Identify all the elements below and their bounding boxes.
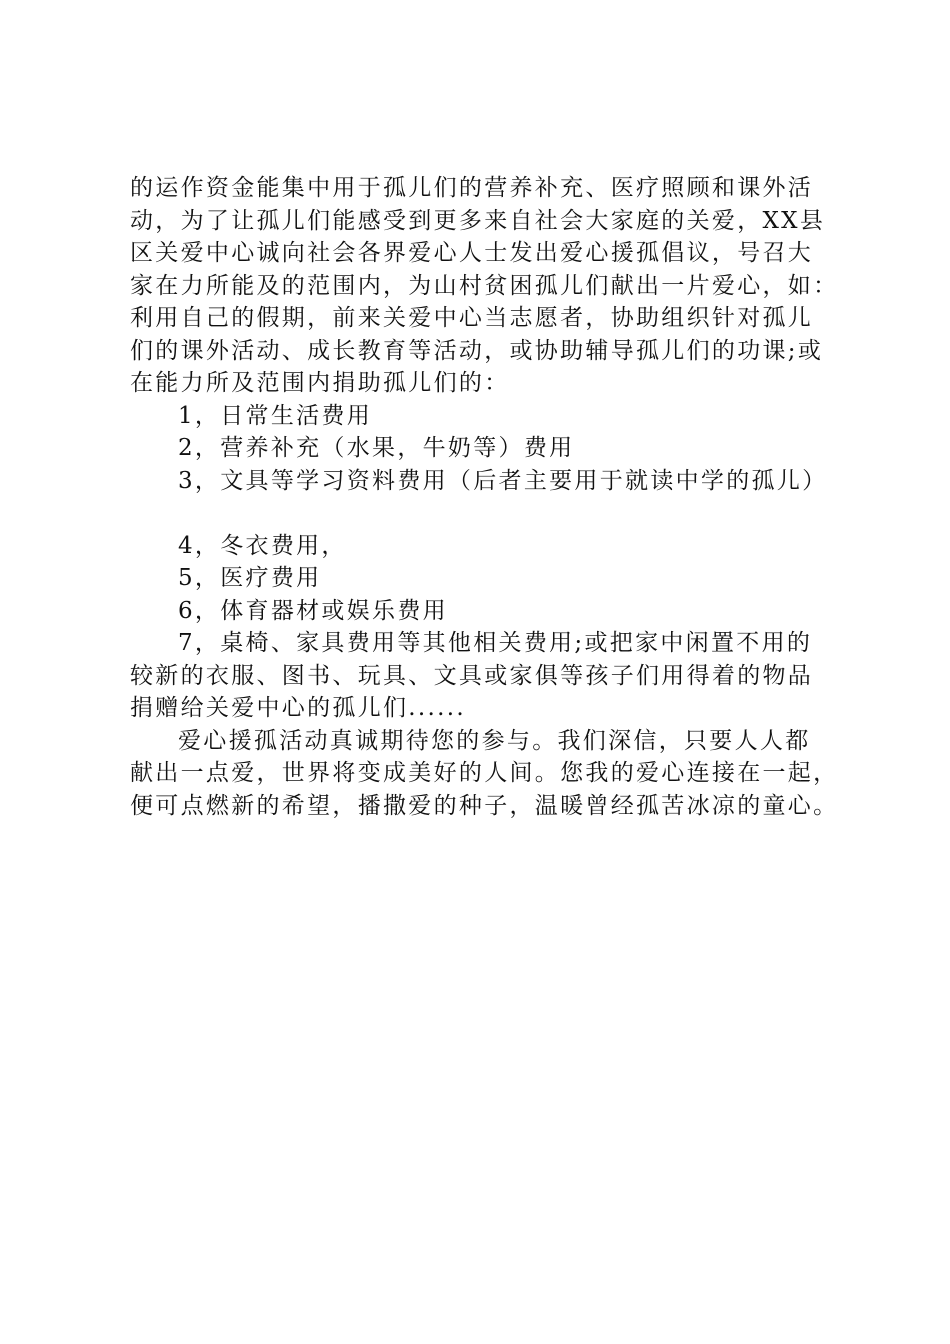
intro-paragraph (130, 172, 850, 400)
paragraph-line: 在能力所及范围内捐助孤儿们的： (130, 370, 510, 396)
paragraph-line: 利用自己的假期，前来关爱中心当志愿者，协助组织针对孤儿 (130, 305, 814, 331)
list-item: 5，医疗费用 (178, 565, 322, 591)
list-item: 4，冬衣费用， (178, 532, 347, 559)
paragraph-line: 们的课外活动、成长教育等活动，或协助辅导孤儿们的功课;或 (130, 337, 824, 364)
closing-paragraph (130, 725, 850, 823)
list-item: 1，日常生活费用 (178, 402, 373, 429)
paragraph-line: 较新的衣服、图书、玩具、文具或家俱等孩子们用得着的物品 (130, 662, 814, 689)
blank-line (130, 497, 850, 530)
list-item: 3，文具等学习资料费用（后者主要用于就读中学的孤儿） (178, 467, 828, 494)
item-seven-paragraph (130, 627, 850, 725)
paragraph-line: 便可点燃新的希望，播撒爱的种子，温暖曾经孤苦冰凉的童心。 (130, 792, 839, 819)
document-body (130, 172, 850, 822)
paragraph-line: 捐赠给关爱中心的孤儿们...... (130, 695, 466, 721)
paragraph-line: 动，为了让孤儿们能感受到更多来自社会大家庭的关爱，XX县 (130, 207, 826, 234)
list-item: 2，营养补充（水果，牛奶等）费用 (178, 435, 575, 461)
list-item: 6，体育器材或娱乐费用 (178, 597, 448, 624)
expense-list (130, 400, 850, 628)
paragraph-line: 的运作资金能集中用于孤儿们的营养补充、医疗照顾和课外活 (130, 175, 814, 201)
paragraph-line: 献出一点爱，世界将变成美好的人间。您我的爱心连接在一起， (130, 760, 839, 786)
paragraph-line: 7，桌椅、家具费用等其他相关费用;或把家中闲置不用的 (178, 630, 813, 656)
paragraph-line: 家在力所能及的范围内，为山村贫困孤儿们献出一片爱心，如： (130, 272, 839, 299)
paragraph-line: 区关爱中心诚向社会各界爱心人士发出爱心援孤倡议，号召大 (130, 240, 814, 266)
paragraph-line: 爱心援孤活动真诚期待您的参与。我们深信，只要人人都 (178, 727, 811, 754)
